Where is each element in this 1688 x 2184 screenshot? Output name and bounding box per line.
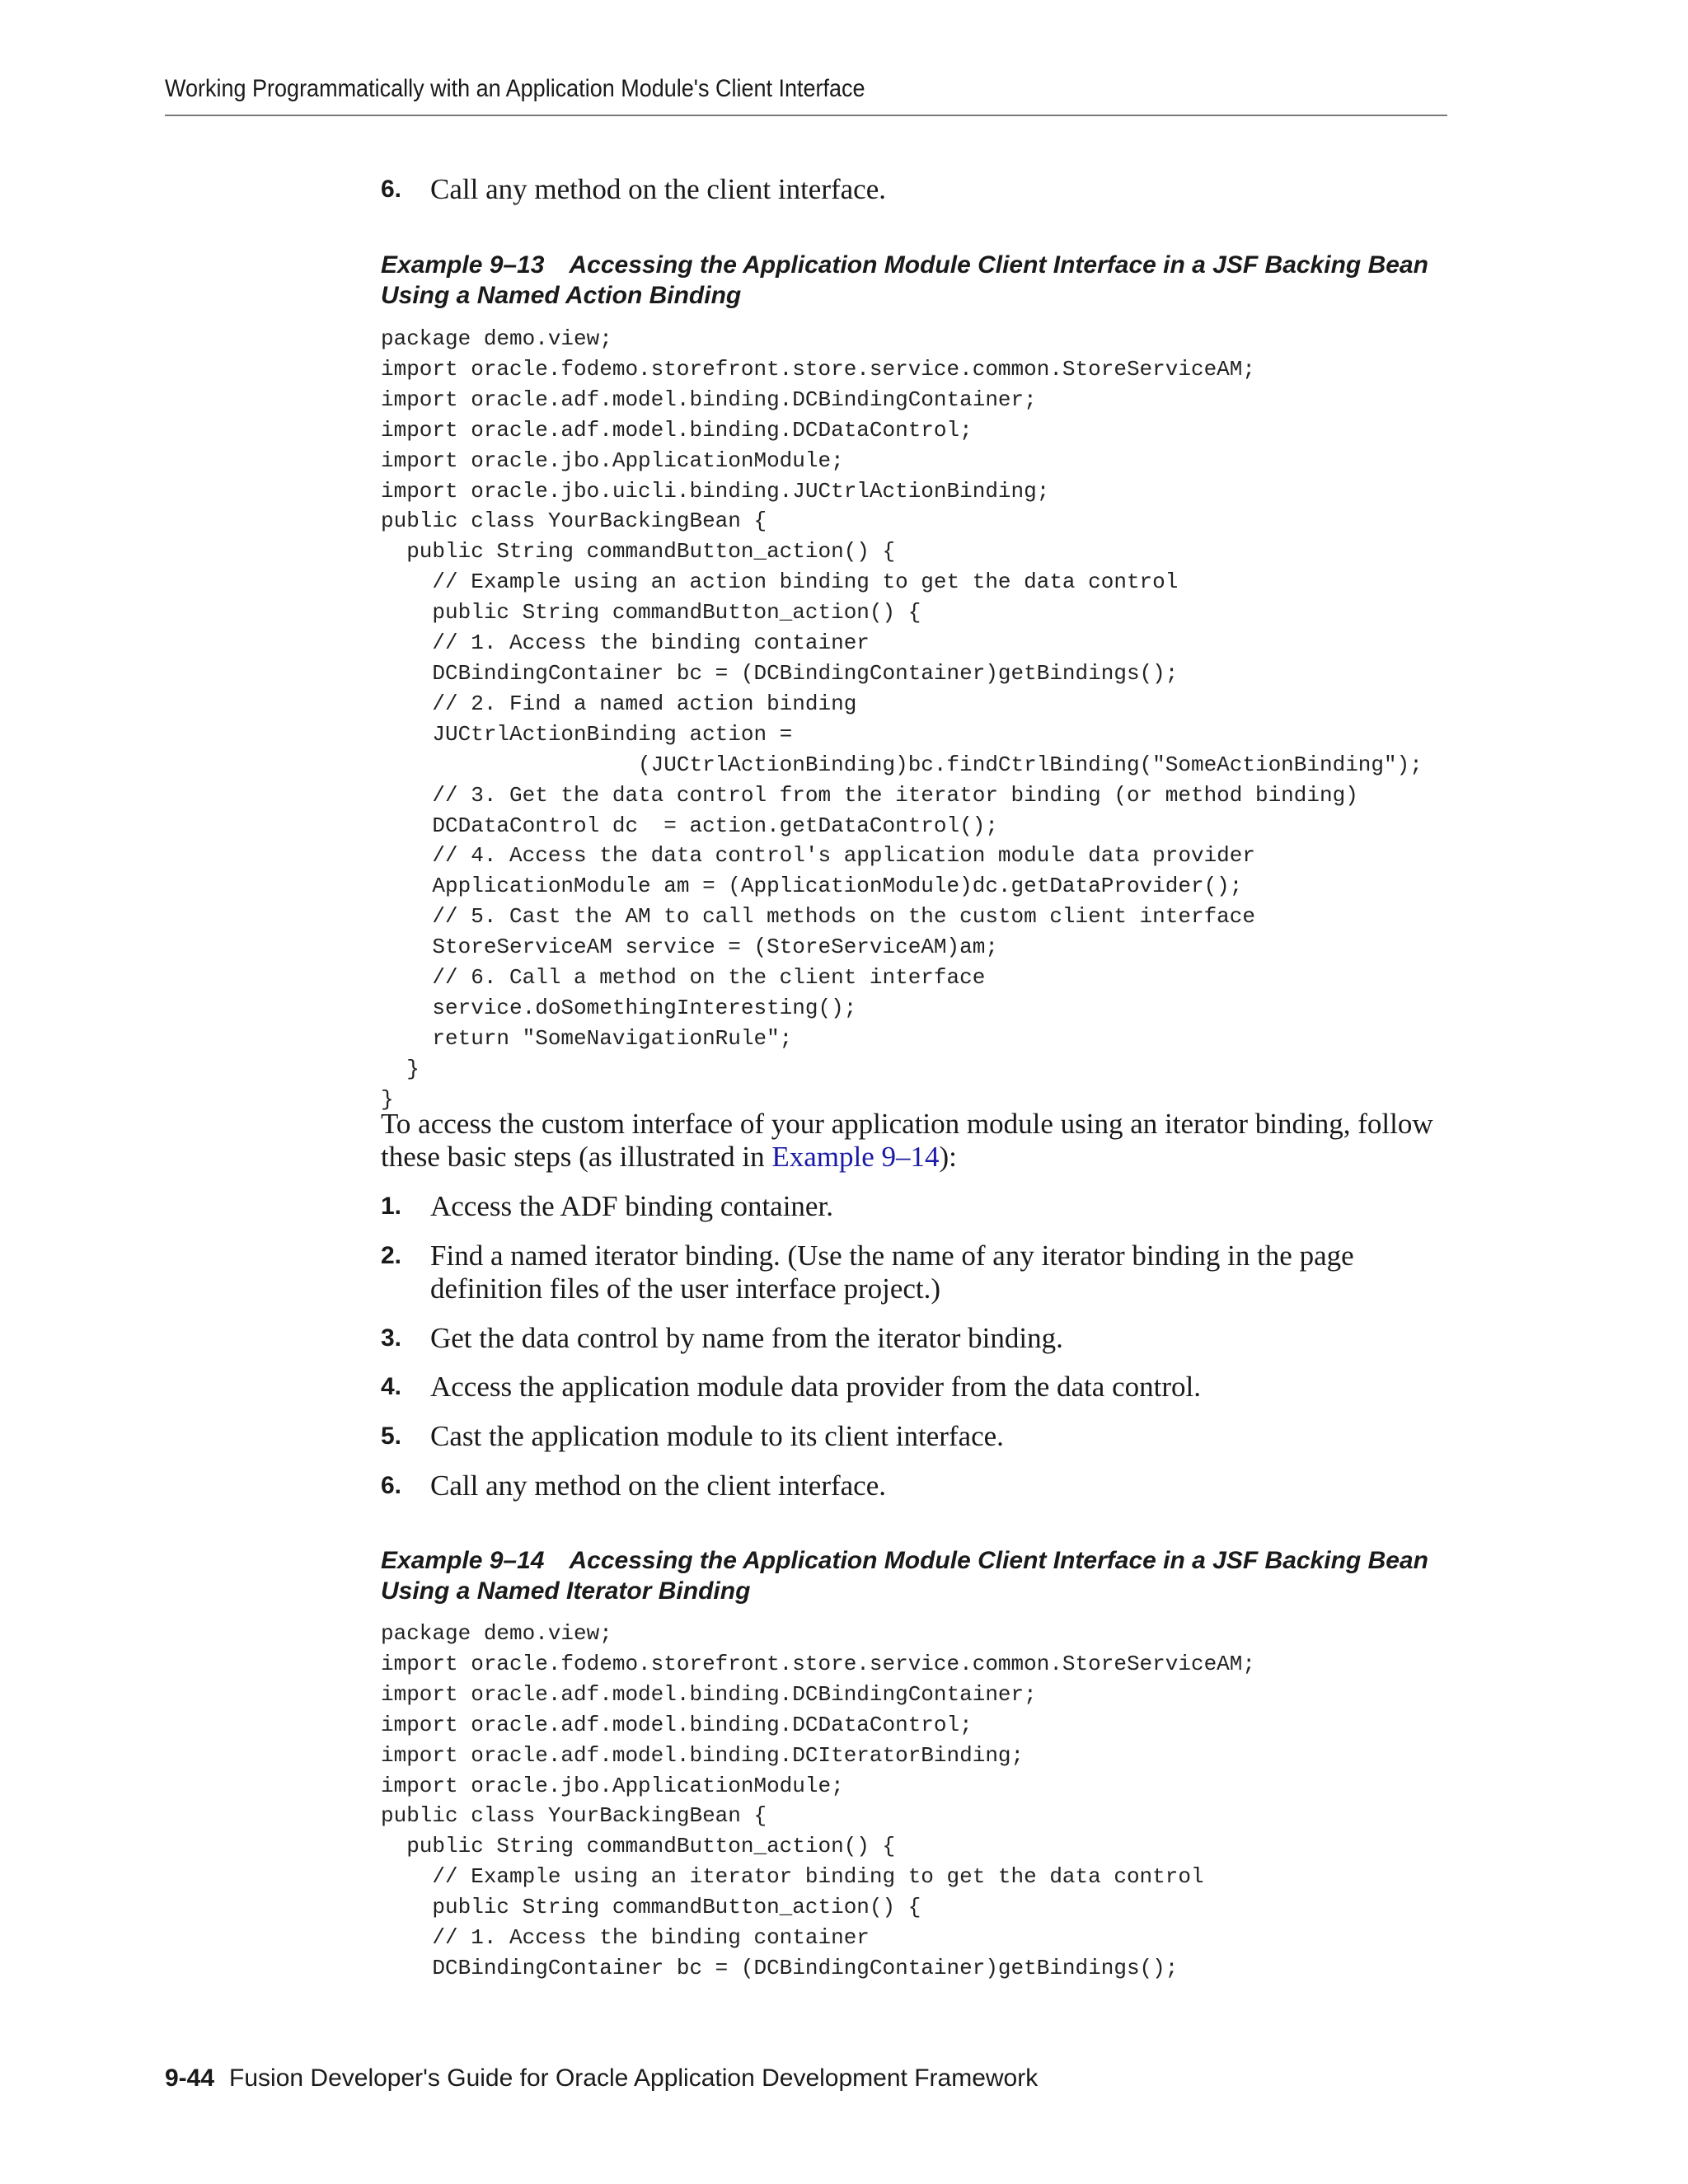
- step-item: [381, 1469, 1444, 1502]
- example-label: Example 9–14: [381, 1547, 545, 1574]
- step-text: Call any method on the client interface.: [430, 173, 886, 205]
- step-item: [381, 1420, 1444, 1453]
- step-text: Find a named iterator binding. (Use the name of any iterator binding in the page definition files of the user interface project.): [430, 1240, 1354, 1305]
- intro-text-after: ):: [939, 1141, 957, 1173]
- code-block-example-9-13: package demo.view; import oracle.fodemo.storefront.store.service.common.StoreServiceAM; import oracle.adf.model.binding.DCBindingContainer; import oracle.adf.model.binding.DCDataControl; import oracle.jbo.ApplicationModule; import oracle.jbo.uicli.binding.JUCtrlActionBinding; public class YourBackingBean { public String commandButton_action() { // Example using an action binding to get the data control public String commandButton_action() { // 1. Access the binding container DCBindingContainer bc = (DCBindingContainer)getBindings(); // 2. Find a named action binding JUCtrlActionBinding action = (JUCtrlActionBinding)bc.findCtrlBinding("SomeActionBinding"); // 3. Get the data control from the iterator binding (or method binding) DCDataControl dc = action.getDataControl(); // 4. Access the data control's application module data provider ApplicationModule am = (ApplicationModule)dc.getDataProvider(); // 5. Cast the AM to call methods on the custom client interface StoreServiceAM service = (StoreServiceAM)am; // 6. Call a method on the client interface service.doSomethingInteresting(); return "SomeNavigationRule"; } }: [381, 326, 1423, 1112]
- step-text: Access the application module data provider from the data control.: [430, 1371, 1201, 1403]
- step-text: Access the ADF binding container.: [430, 1190, 833, 1222]
- step-number: 6.: [381, 1472, 402, 1499]
- step-item: [381, 1371, 1444, 1404]
- example-title-line2: Using a Named Action Binding: [381, 282, 742, 309]
- example-title-line1: Accessing the Application Module Client Interface in a JSF Backing Bean: [569, 251, 1428, 279]
- example-9-14-title: [381, 1545, 1452, 1606]
- step-number: 6.: [381, 176, 402, 203]
- step-number: 5.: [381, 1422, 402, 1450]
- running-header: Working Programmatically with an Application Module's Client Interface: [165, 75, 865, 102]
- step-number: 2.: [381, 1242, 402, 1269]
- step-item: [381, 173, 1444, 206]
- example-9-14-link[interactable]: Example 9–14: [771, 1141, 940, 1173]
- step-number: 1.: [381, 1193, 402, 1220]
- example-label: Example 9–13: [381, 251, 545, 279]
- page-number: 9-44: [165, 2064, 215, 2092]
- step-item: [381, 1240, 1444, 1305]
- step-text: Call any method on the client interface.: [430, 1469, 886, 1502]
- example-9-13-title: [381, 250, 1452, 311]
- step-text: Get the data control by name from the iterator binding.: [430, 1322, 1063, 1354]
- step-item: [381, 1190, 1444, 1223]
- book-title: Fusion Developer's Guide for Oracle Application Development Framework: [229, 2064, 1039, 2092]
- header-rule: [165, 115, 1447, 116]
- intro-paragraph: [381, 1108, 1452, 1174]
- intro-text-before: To access the custom interface of your application module using an iterator binding, follow these basic steps (as illustrated in: [381, 1108, 1433, 1173]
- step-number: 4.: [381, 1373, 402, 1400]
- example-title-line2: Using a Named Iterator Binding: [381, 1577, 751, 1605]
- step-item: [381, 1322, 1444, 1355]
- step-number: 3.: [381, 1324, 402, 1352]
- page-footer: [165, 2062, 1038, 2095]
- code-block-example-9-14: package demo.view; import oracle.fodemo.storefront.store.service.common.StoreServiceAM; import oracle.adf.model.binding.DCBindingContainer; import oracle.adf.model.binding.DCDataControl; import oracle.adf.model.binding.DCIteratorBinding; import oracle.jbo.ApplicationModule; public class YourBackingBean { public String commandButton_action() { // Example using an iterator binding to get the data control public String commandButton_action() { // 1. Access the binding container DCBindingContainer bc = (DCBindingContainer)getBindings();: [381, 1621, 1255, 1980]
- example-title-line1: Accessing the Application Module Client Interface in a JSF Backing Bean: [569, 1547, 1428, 1574]
- step-text: Cast the application module to its client interface.: [430, 1420, 1004, 1452]
